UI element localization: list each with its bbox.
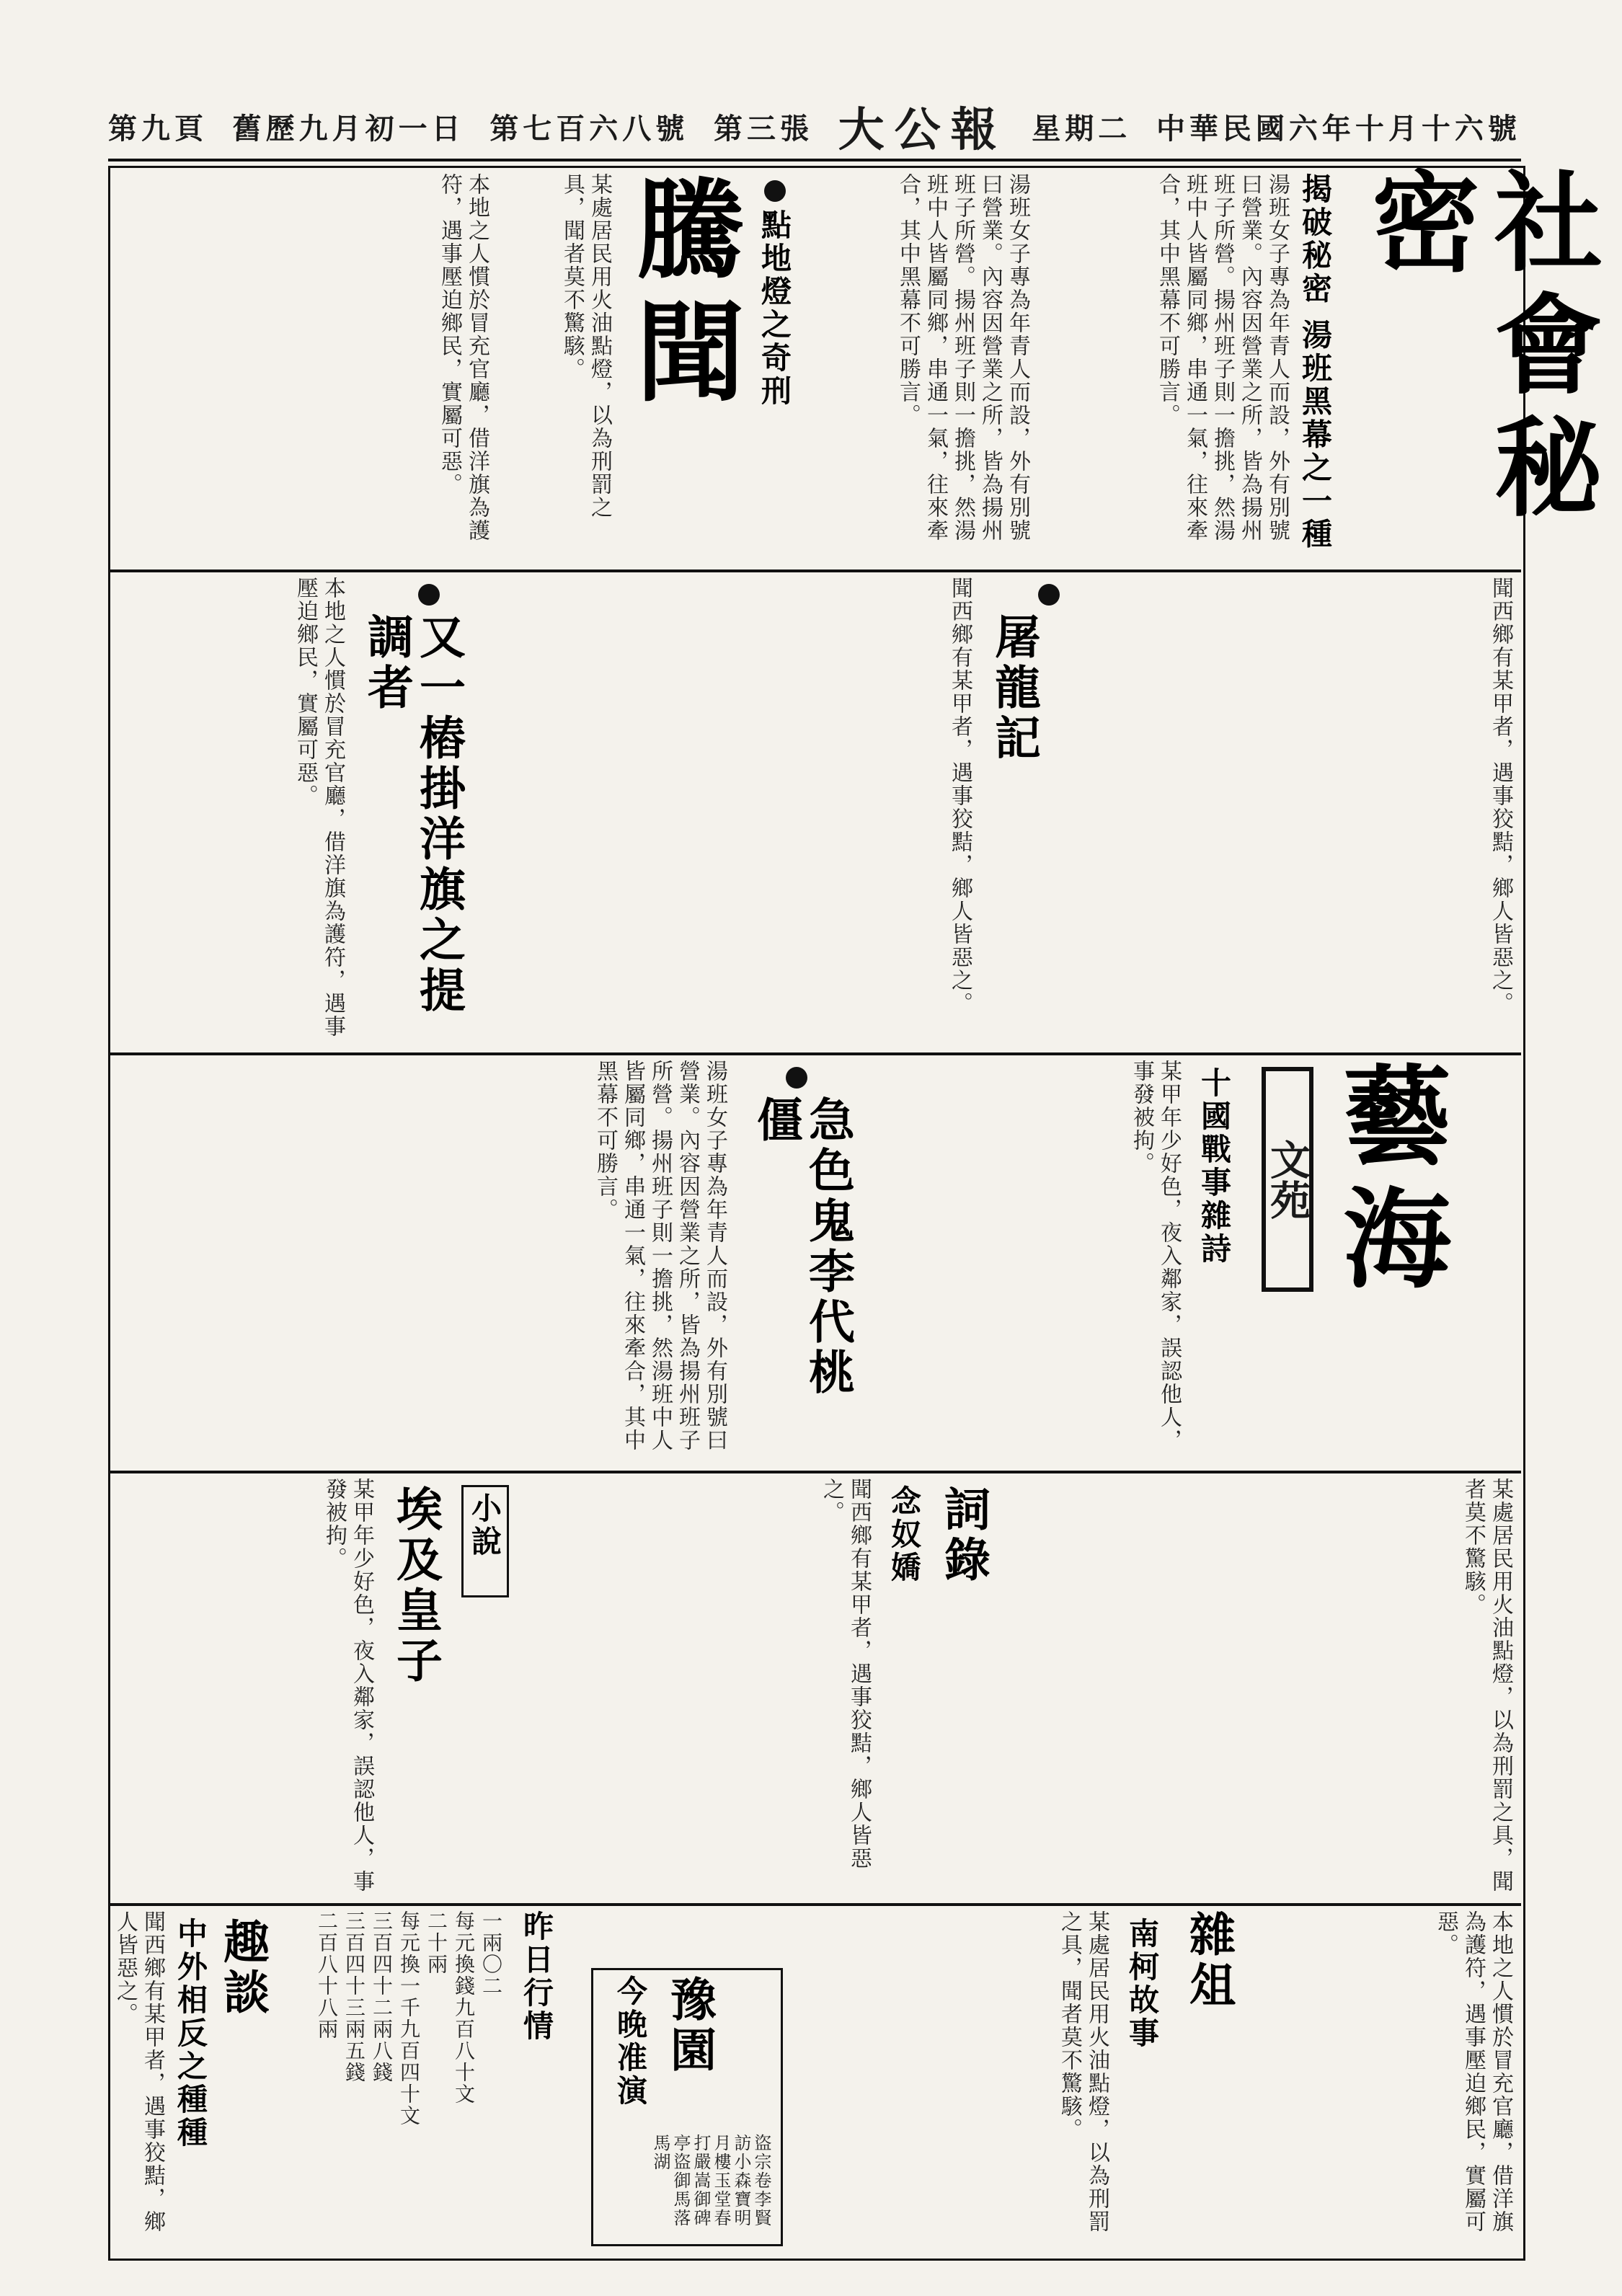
arts-title: 藝海 [1324,1060,1451,1305]
society-follow-body: 本地之人慣於冒充官廳，借洋旗為護符，遇事壓迫鄉民，實屬可惡。 [437,173,489,542]
novel-body: 某甲年少好色，夜入鄰家，誤認他人，事發被拘。 [322,1478,374,1893]
play-item: 盜宗卷 [751,2134,771,2190]
humor-title: 趣談 [216,1918,270,2018]
society-follow-body-cont: 本地之人慣於冒充官廳，借洋旗為護符，遇事壓迫鄉民，實屬可惡。 [293,577,345,1038]
market-row: 三百四十二兩八錢 [370,1910,394,2083]
play-item: 玉堂春 [711,2171,731,2228]
wenyuan-label: 文苑 [1262,1067,1313,1292]
humor-subtitle: 中外相反之種種 [173,1918,208,2150]
news-item3-title: 急色鬼李代桃僵 [749,1096,855,1399]
news-item1-title: 點地燈之奇刑 [757,209,792,408]
play-item: 落馬湖 [650,2134,691,2228]
section-divider [108,1052,1521,1055]
section-divider [108,1471,1521,1473]
market-row: 三百四十三兩五錢 [342,1910,366,2083]
misc-title: 雜俎 [1182,1910,1236,2011]
ci-title: 詞錄 [936,1485,991,1586]
lunar-date: 舊歷九月初一日 [232,111,465,146]
market-rows [288,1910,505,2249]
play-item: 盜御馬 [670,2153,691,2209]
news-title: 騰聞 [618,173,745,418]
misc-body-cont: 某處居民用火油點燈，以為刑罰之具，聞者莫不驚駭。 [1057,1910,1109,2233]
issue-number: 第七百六八號 [489,111,689,146]
paper-name: 大公報 [838,103,1007,157]
society-title: 社會秘密 [1353,166,1603,533]
news-item3-body: 某甲年少好色，夜入鄰家，誤認他人，事發被拘。 [1129,1060,1182,1452]
page-number: 第九頁 [108,111,208,146]
market-row: 一兩〇二 [479,1910,503,1997]
market-title: 昨日行情 [519,1910,554,2043]
section-divider [108,1903,1521,1906]
society-article-body: 湯班女子專為年青人而設，外有別號曰營業。內容因營業之所，皆為揚州班子所營。揚州班子則一擔挑，然湯班中人皆屬同鄉，串通一氣，往來牽合，其中黑幕不可勝言。 [1155,173,1290,542]
news-item2-body-cont: 聞西鄉有某甲者，遇事狡黠，鄉人皆惡之。 [947,577,972,1015]
arts-text-body: 湯班女子專為年青人而設，外有別號曰營業。內容因營業之所，皆為揚州班子所營。揚州班子則一擔挑，然湯班中人皆屬同鄉，串通一氣，往來牽合，其中黑幕不可勝言。 [593,1060,727,1452]
play-item: 小森寶 [731,2153,751,2209]
society-article-body-cont: 湯班女子專為年青人而設，外有別號曰營業。內容因營業之所，皆為揚州班子所營。揚州班子則一擔挑，然湯班中人皆屬同鄉，串通一氣，往來牽合，其中黑幕不可勝言。 [895,173,1030,542]
ci-body: 某處居民用火油點燈，以為刑罰之具，聞者莫不驚駭。 [1461,1478,1513,1893]
bullet-icon [786,1067,807,1089]
ci-body-cont: 聞西鄉有某甲者，遇事狡黠，鄉人皆惡之。 [819,1478,872,1870]
market-row: 每元換錢九百八十文 [452,1910,476,2105]
play-item: 御碑亭 [670,2134,711,2228]
play-item: 李賢訪 [731,2134,771,2228]
misc-subtitle: 南柯故事 [1125,1918,1160,2050]
market-row: 二百八十八兩 [315,1910,339,2040]
market-row: 每元換一千九百四十文 [397,1910,421,2127]
poem-title: 十國戰事雜詩 [1197,1067,1232,1266]
section-divider [108,569,1521,572]
theatre-title: 豫園 [662,1975,717,2076]
sheet-label: 第三張 [713,111,813,146]
news-item2-body: 聞西鄉有某甲者，遇事狡黠，鄉人皆惡之。 [1488,577,1513,1015]
bullet-icon [418,584,440,606]
weekday: 星期二 [1032,111,1132,146]
bullet-icon [764,180,786,202]
news-item2-title: 屠龍記 [987,613,1041,764]
play-item: 明月樓 [711,2134,751,2228]
novel-title: 小說 [467,1492,502,1559]
market-row: 二十兩 [425,1910,448,1975]
humor-body: 聞西鄉有某甲者，遇事狡黠，鄉人皆惡之。 [112,1910,165,2233]
misc-body: 本地之人慣於冒充官廳，借洋旗為護符，遇事壓迫鄉民，實屬可惡。 [1433,1910,1513,2233]
bullet-icon [1038,584,1060,606]
masthead [108,94,1521,161]
society-article-title: 揭破秘密 湯班黑幕之一種 [1298,173,1333,551]
theatre-subtitle: 今晚准演 [613,1975,648,2108]
theatre-plays [598,2134,771,2235]
play-item: 打嚴嵩 [691,2134,711,2190]
date-roc: 中華民國六年十月十六號 [1156,111,1521,146]
novel-name: 埃及皇子 [389,1485,443,1687]
news-item1-body: 某處居民用火油點燈，以為刑罰之具，聞者莫不驚駭。 [559,173,612,519]
society-follow-title: 又一樁掛洋旗之提調者 [360,613,466,1016]
ci-subtitle: 念奴嬌 [887,1485,922,1584]
